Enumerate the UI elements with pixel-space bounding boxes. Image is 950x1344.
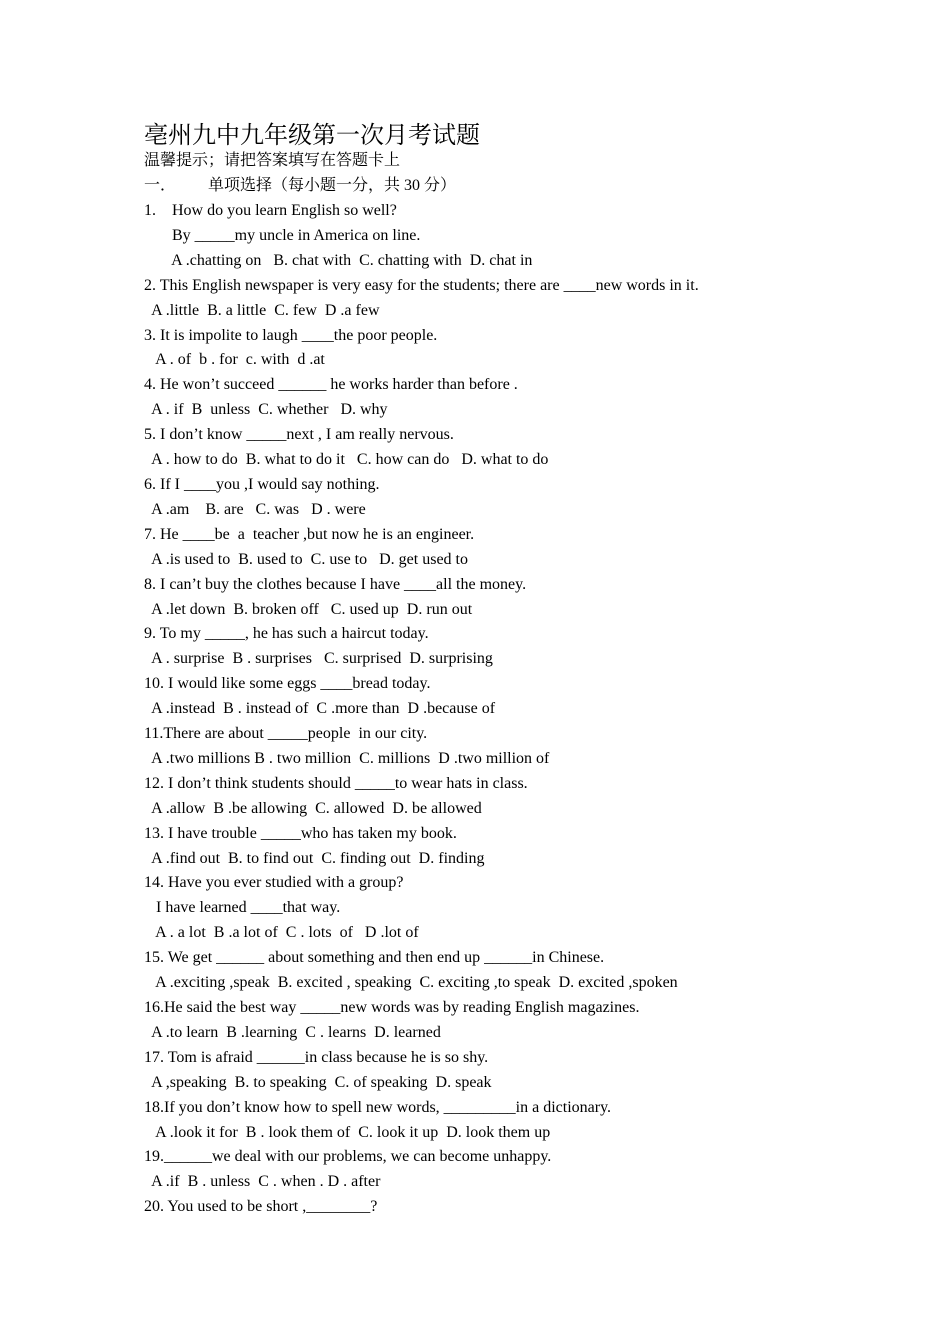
question-line: A . a lot B .a lot of C . lots of D .lot of: [144, 924, 419, 942]
question-line: A .look it for B . look them of C. look it up D. look them up: [144, 1123, 551, 1141]
exam-title: 亳州九中九年级第一次月考试题: [144, 123, 480, 149]
question-line: 5. I don’t know _____next , I am really nervous.: [144, 426, 454, 444]
question-line: 12. I don’t think students should _____to wear hats in class.: [144, 774, 528, 792]
question-line: 2. This English newspaper is very easy for the students; there are ____new words in it.: [144, 276, 699, 294]
question-line: 3. It is impolite to laugh ____the poor people.: [144, 326, 438, 344]
question-line: 13. I have trouble _____who has taken my book.: [144, 824, 457, 842]
question-line: 11.There are about _____people in our city.: [144, 725, 428, 743]
instruction-hint: 温馨提示；请把答案填写在答题卡上: [144, 152, 401, 169]
question-line: A .two millions B . two million C. millions D .two million of: [144, 749, 550, 767]
question-line: 8. I can’t buy the clothes because I have ____all the money.: [144, 575, 527, 593]
question-line: A .little B. a little C. few D .a few: [144, 301, 380, 319]
question-line: I have learned ____that way.: [144, 899, 341, 917]
question-line: 18.If you don’t know how to spell new words, _________in a dictionary.: [144, 1098, 612, 1116]
question-line: A .is used to B. used to C. use to D. get used to: [144, 550, 468, 568]
question-line: 15. We get ______ about something and then end up ______in Chinese.: [144, 949, 605, 967]
question-line: 14. Have you ever studied with a group?: [144, 874, 404, 892]
question-line: A . if B unless C. whether D. why: [144, 401, 388, 419]
question-line: 7. He ____be a teacher ,but now he is an engineer.: [144, 525, 475, 543]
question-line: 16.He said the best way _____new words was by reading English magazines.: [144, 999, 640, 1016]
question-line: A .am B. are C. was D . were: [144, 500, 366, 518]
question-line: 6. If I ____you ,I would say nothing.: [144, 475, 380, 493]
question-line: 20. You used to be short ,________?: [144, 1198, 378, 1216]
question-line: A ,speaking B. to speaking C. of speaking D. speak: [144, 1073, 492, 1091]
question-line: 1. How do you learn English so well?: [144, 202, 397, 219]
question-line: A . how to do B. what to do it C. how can do D. what to do: [144, 451, 549, 469]
question-line: 4. He won’t succeed ______ he works harder than before .: [144, 376, 518, 394]
question-line: 19.______we deal with our problems, we can become unhappy.: [144, 1148, 552, 1166]
question-line: 9. To my _____, he has such a haircut today.: [144, 625, 429, 643]
question-line: A .instead B . instead of C .more than D .because of: [144, 700, 496, 718]
question-line: A .chatting on B. chat with C. chatting with D. chat in: [144, 251, 533, 269]
section-heading: 一． 单项选择（每小题一分，共 30 分）: [144, 177, 457, 194]
question-line: A . surprise B . surprises C. surprised D. surprising: [144, 650, 493, 668]
question-line: 17. Tom is afraid ______in class because he is so shy.: [144, 1048, 489, 1066]
question-line: A .let down B. broken off C. used up D. run out: [144, 600, 473, 618]
question-line: A .to learn B .learning C . learns D. learned: [144, 1023, 441, 1041]
question-line: A .exciting ,speak B. excited , speaking C. exciting ,to speak D. excited ,spoken: [144, 974, 678, 992]
question-line: A . of b . for c. with d .at: [144, 351, 325, 369]
question-list: [144, 199, 844, 1220]
question-line: A .allow B .be allowing C. allowed D. be allowed: [144, 799, 482, 817]
question-line: A .if B . unless C . when . D . after: [144, 1173, 381, 1191]
question-line: A .find out B. to find out C. finding out D. finding: [144, 849, 485, 867]
question-line: By _____my uncle in America on line.: [144, 226, 421, 244]
question-line: 10. I would like some eggs ____bread today.: [144, 675, 431, 693]
